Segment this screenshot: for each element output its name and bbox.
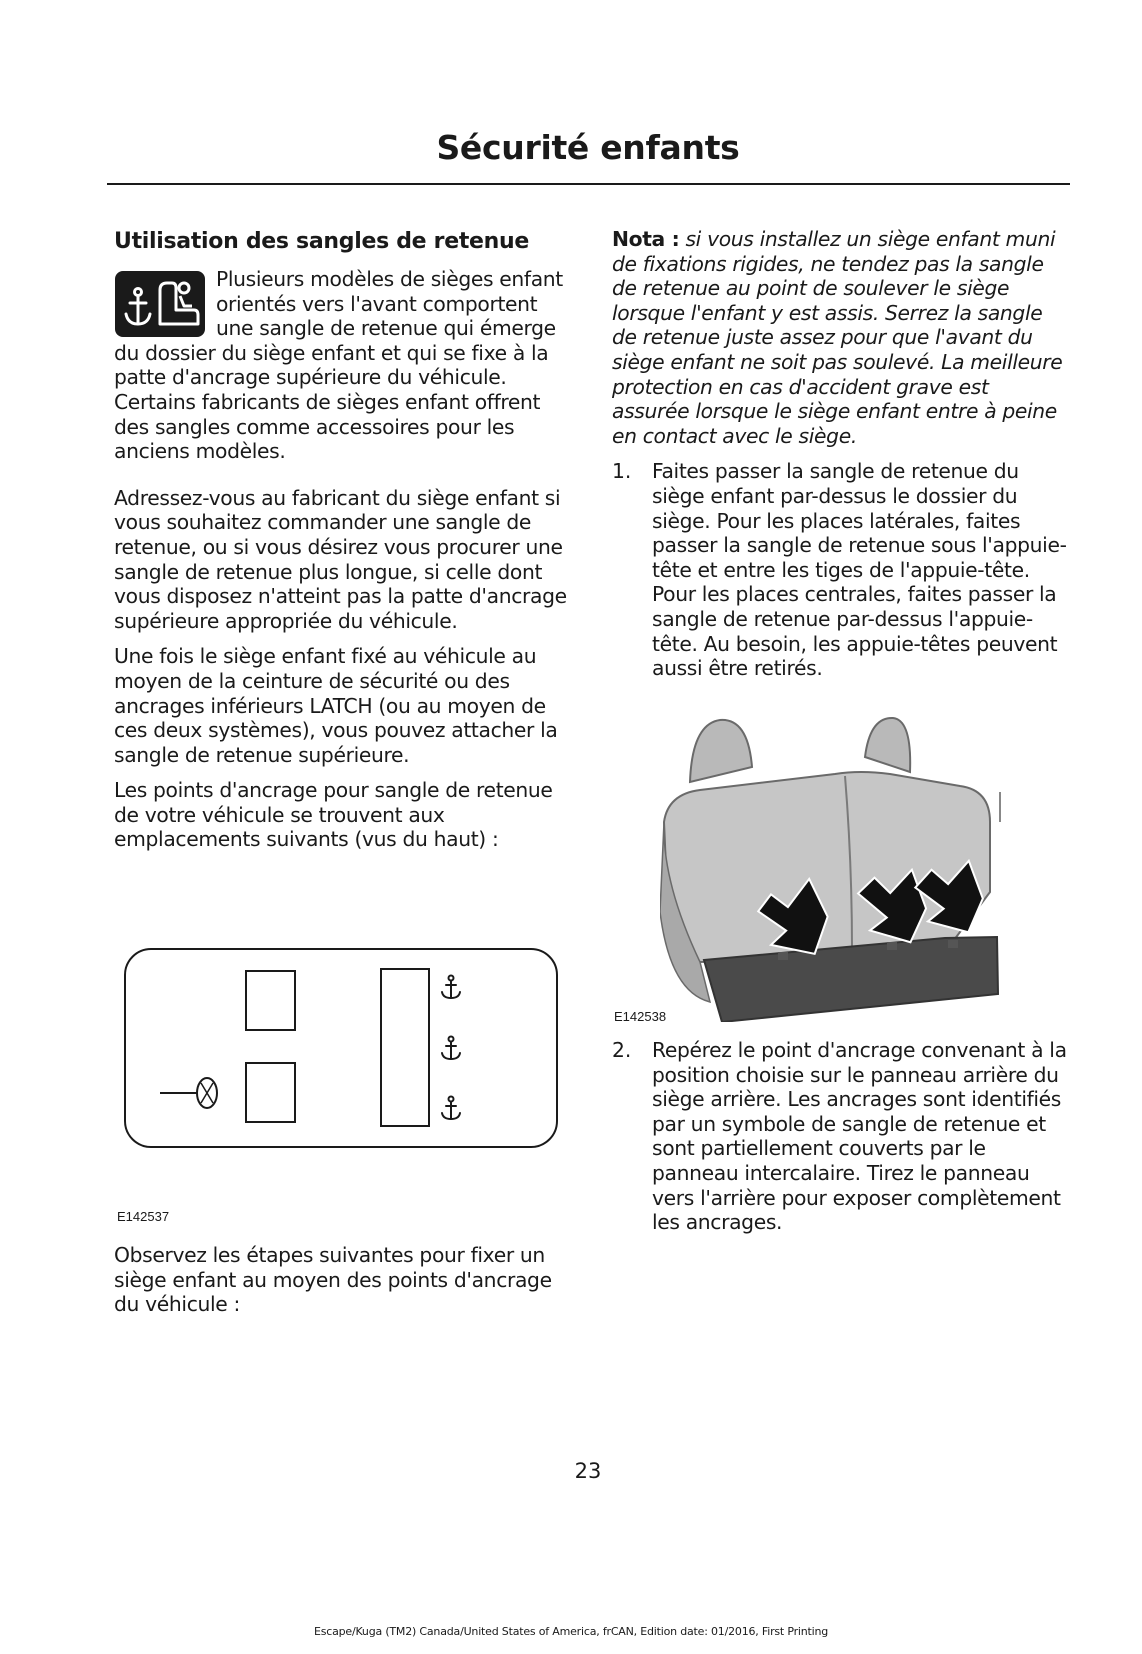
anchor-icon — [442, 1037, 460, 1060]
intro-block — [114, 267, 569, 464]
rear-seat-illustration — [660, 712, 1035, 1022]
anchor-icon — [442, 1097, 460, 1120]
note-text: si vous installez un siège enfant muni de fixations rigides, ne tendez pas la sangle de retenue au point de soulever le siège lorsque l'enfant y est assis. Serrez la sangle de retenue juste assez pour que l'avant du siège enfant ne soit pas soulevé. La meilleure protection en cas d'accident grave est assurée lorsque le siège enfant entre à peine en contact avec le siège. — [612, 227, 1063, 448]
front-seat-left — [246, 1063, 295, 1122]
step-text: Faites passer la sangle de retenue du siège enfant par-dessus le dossier du siège. Pour les places latérales, faites passer la sangle de retenue sous l'appuie-tête et entre les tiges de l'appuie-tête. Pour les places centrales, faites passer la sangle de retenue par-dessus l'appuie-tête. Au besoin, les appuie-têtes peuvent aussi être retirés. — [652, 459, 1067, 681]
step-text: Repérez le point d'ancrage convenant à la position choisie sur le panneau arrière du siège arrière. Les ancrages sont identifiés par un symbole de sangle de retenue et sont partiellement couverts par le panneau intercalaire. Tirez le panneau vers l'arrière pour exposer complètement les ancrages. — [652, 1038, 1067, 1235]
step-number: 2. — [612, 1038, 632, 1062]
anchor-icon — [442, 976, 460, 999]
right-column — [612, 227, 1067, 681]
anchor-locations-diagram — [123, 947, 559, 1149]
step-number: 1. — [612, 459, 632, 484]
closing-paragraph: Observez les étapes suivantes pour fixer un siège enfant au moyen des points d'ancrage du véhicule : — [114, 1243, 552, 1317]
page-title: Sécurité enfants — [436, 128, 740, 167]
child-seat-anchor-icon — [114, 270, 206, 338]
note — [612, 227, 1067, 448]
figure-label: E142537 — [117, 1209, 170, 1224]
section-heading: Utilisation des sangles de retenue — [114, 229, 530, 254]
paragraph: Plusieurs modèles de sièges enfant orientés vers l'avant comportent une sangle de retenue qui émerge du dossier du siège enfant et qui se fixe à la patte d'ancrage supérieure du véhicule. Certains fabricants de sièges enfant offrent des sangles comme accessoires pour les anciens modèles. — [114, 267, 563, 464]
left-column — [114, 227, 569, 852]
paragraph: Adressez-vous au fabricant du siège enfant si vous souhaitez commander une sangle de retenue, ou si vous désirez vous procurer une sangle de retenue plus longue, si celle dont vous disposez n'atteint pas la patte d'ancrage supérieure appropriée du véhicule. — [114, 485, 567, 633]
title-rule — [107, 183, 1070, 185]
footer: Escape/Kuga (TM2) Canada/United States of America, frCAN, Edition date: 01/2016, First Printing — [313, 1625, 829, 1638]
note-label: Nota : — [612, 227, 680, 251]
rear-bench — [381, 969, 429, 1126]
right-column-lower — [612, 1038, 1067, 1235]
step-item — [612, 459, 1067, 680]
step-item — [612, 1038, 1067, 1235]
paragraph: Une fois le siège enfant fixé au véhicule au moyen de la ceinture de sécurité ou des ancrages inférieurs LATCH (ou au moyen de ces deux systèmes), vous pouvez attacher la sangle de retenue supérieure. — [114, 644, 558, 767]
paragraph: Les points d'ancrage pour sangle de retenue de votre véhicule se trouvent aux emplacements suivants (vus du haut) : — [114, 778, 553, 852]
front-seat-right — [246, 971, 295, 1030]
page-number: 23 — [574, 1459, 602, 1483]
figure-label: E142538 — [614, 1009, 667, 1024]
